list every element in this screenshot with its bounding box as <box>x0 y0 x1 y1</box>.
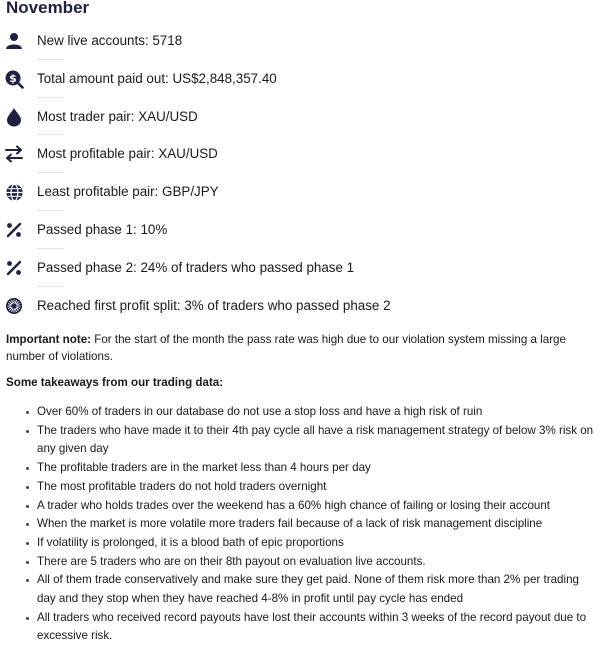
month-title: November <box>6 0 90 17</box>
list-item: If volatility is prolonged, it is a blood bath of epic proportions <box>24 534 598 553</box>
drop-icon <box>4 107 24 127</box>
stat-label: Most trader pair: XAU/USD <box>37 108 198 124</box>
important-note-text: For the start of the month the pass rate was high due to our violation system missing a large number of violations. <box>6 333 566 363</box>
starburst-icon <box>4 296 24 316</box>
list-item: Over 60% of traders in our database do not use a stop loss and have a high risk of ruin <box>24 403 598 422</box>
stat-first-profit-split <box>0 287 600 325</box>
stat-least-profitable-pair <box>0 173 600 211</box>
stat-most-profitable-pair <box>0 135 600 173</box>
list-item: The profitable traders are in the market less than 4 hours per day <box>24 459 598 478</box>
stat-label: Reached first profit split: 3% of traders who passed phase 2 <box>37 297 391 313</box>
stat-total-paid-out <box>0 60 600 98</box>
list-item: All traders who received record payouts have lost their accounts within 3 weeks of the record payout due to excessive risk. <box>24 609 598 646</box>
stats-list <box>0 22 600 324</box>
stat-most-traded-pair <box>0 98 600 136</box>
stat-label: Passed phase 1: 10% <box>37 221 168 237</box>
list-item: The traders who have made it to their 4th pay cycle all have a risk management strategy of below 3% risk on any given day <box>24 422 598 459</box>
percent-icon <box>4 220 24 240</box>
list-item: There are 5 traders who are on their 8th payout on evaluation live accounts. <box>24 553 598 572</box>
stat-new-live-accounts <box>0 22 600 60</box>
list-item: When the market is more volatile more traders fail because of a lack of risk management discipline <box>24 515 598 534</box>
percent-icon <box>4 258 24 278</box>
stat-label: New live accounts: 5718 <box>37 33 183 48</box>
stat-passed-phase-1 <box>0 211 600 249</box>
stat-label: Total amount paid out: US$2,848,357.40 <box>37 70 277 86</box>
takeaways-list <box>24 403 598 646</box>
stat-passed-phase-2 <box>0 249 600 287</box>
important-note-label: Important note: <box>6 333 92 346</box>
dollar-search-icon <box>4 69 24 89</box>
list-item: All of them trade conservatively and make sure they get paid. None of them risk more than 2% per trading day and they stop when they have reached 4-8% in profit until pay cycle has ended <box>24 571 598 608</box>
stat-label: Passed phase 2: 24% of traders who passed phase 1 <box>37 259 355 275</box>
user-icon <box>4 31 24 51</box>
list-item: The most profitable traders do not hold traders overnight <box>24 478 598 497</box>
svg-text:$: $ <box>9 71 17 85</box>
globe-icon <box>4 182 24 202</box>
important-note <box>6 331 598 365</box>
exchange-arrows-icon <box>4 144 24 164</box>
stat-label: Most profitable pair: XAU/USD <box>37 146 218 162</box>
stat-label: Least profitable pair: GBP/JPY <box>37 184 219 200</box>
list-item: A trader who holds trades over the weekend has a 60% high chance of failing or losing their account <box>24 497 598 516</box>
takeaways-title: Some takeaways from our trading data: <box>6 376 224 389</box>
